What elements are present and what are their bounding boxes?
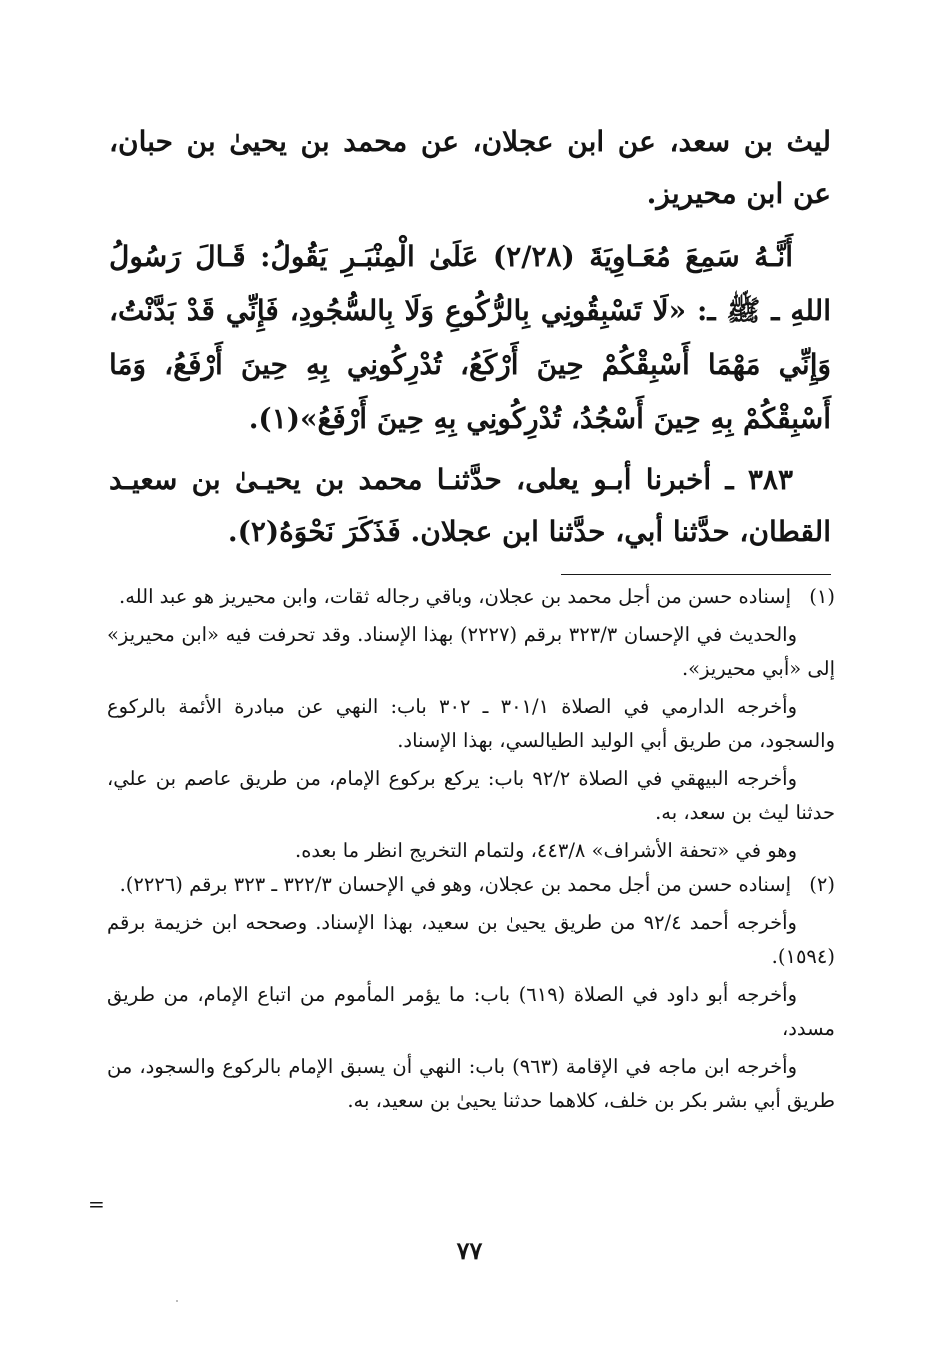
footnote-line xyxy=(107,580,835,614)
footnotes-section xyxy=(107,580,835,1118)
footnote-line: وأخرجه البيهقي في الصلاة ٩٢/٢ باب: يركع بركوع الإمام، من طريق عاصم بن علي، حدثنا ليث بن سعد، به. xyxy=(107,767,835,824)
footnote-line xyxy=(107,868,835,902)
isnad-intro: ليث بن سعد، عن ابن عجلان، عن محمد بن يحيىٰ بن حبان، عن ابن محيريز. xyxy=(109,125,831,210)
footnote-line: وهو في «تحفة الأشراف» ٤٤٣/٨، ولتمام التخريج انظر ما بعده. xyxy=(295,839,797,862)
hadith-383: ٣٨٣ ـ أخبرنا أبـو يعلى، حدَّثنـا محمد بن يحيـىٰ بن سعيـد القطان، حدَّثنا أبي، حدَّثنا ابن عجلان. فَذَكَرَ نَحْوَهُ(٢). xyxy=(109,463,831,548)
footnote-text: إسناده حسن من أجل محمد بن عجلان، وباقي رجاله ثقات، وابن محيريز هو عبد الله. xyxy=(119,585,791,608)
footnote-text: إسناده حسن من أجل محمد بن عجلان، وهو في الإحسان ٣٢٢/٣ ـ ٣٢٣ برقم (٢٢٢٦). xyxy=(119,873,791,896)
footnote-2 xyxy=(107,868,835,1118)
footnote-number: (٢) xyxy=(809,873,835,896)
footnote-number: (١) xyxy=(809,585,835,608)
footnote-line: وأخرجه أبو داود في الصلاة (٦١٩) باب: ما يؤمر المأموم من اتباع الإمام، من طريق مسدد، xyxy=(107,983,835,1040)
footnote-line: وأخرجه الدارمي في الصلاة ٣٠١/١ ـ ٣٠٢ باب: النهي عن مبادرة الأئمة بالركوع والسجود، من طريق أبي الوليد الطيالسي، بهذا الإسناد. xyxy=(107,695,835,752)
footnote-line: وأخرجه أحمد ٩٢/٤ من طريق يحيىٰ بن سعيد، بهذا الإسناد. وصححه ابن خزيمة برقم (١٥٩٤). xyxy=(107,911,835,968)
footnote-line: وأخرجه ابن ماجه في الإقامة (٩٦٣) باب: النهي أن يسبق الإمام بالركوع والسجود، من طريق أبي بشر بكر بن خلف، كلاهما حدثنا يحيىٰ بن سعيد، به. xyxy=(107,1055,835,1112)
footnote-1 xyxy=(107,580,835,868)
paper-speck xyxy=(176,1300,178,1302)
footnote-divider xyxy=(561,574,831,575)
page-number: ٧٧ xyxy=(456,1236,483,1265)
continuation-mark: = xyxy=(88,1192,105,1216)
footnote-line: والحديث في الإحسان ٣٢٣/٣ برقم (٢٢٢٧) بهذا الإسناد. وقد تحرفت فيه «ابن محيريز» إلى «أبي محيريز». xyxy=(107,623,835,680)
hadith-text: أَنَّـهُ سَمِعَ مُعَـاوِيَةَ (٢/٢٨) عَلَىٰ الْمِنْبَـرِ يَقُولُ: قَـالَ رَسُولُ اللهِ ـ ﷺ ـ: «لَا تَسْبِقُونِي بِالرُّكُوعِ وَلَا بِالسُّجُودِ، فَإِنِّي قَدْ بَدَّنْتُ، وَإِنِّي مَهْمَا أَسْبِقْكُمْ حِينَ أَرْكَعُ، تُدْرِكُونِي بِهِ حِينَ أَرْفَعُ، وَمَا أَسْبِقْكُمْ بِهِ حِينَ أَسْجُدُ، تُدْرِكُونِي بِهِ حِينَ أَرْفَعُ»(١). xyxy=(109,240,831,435)
main-text-block xyxy=(109,116,831,558)
